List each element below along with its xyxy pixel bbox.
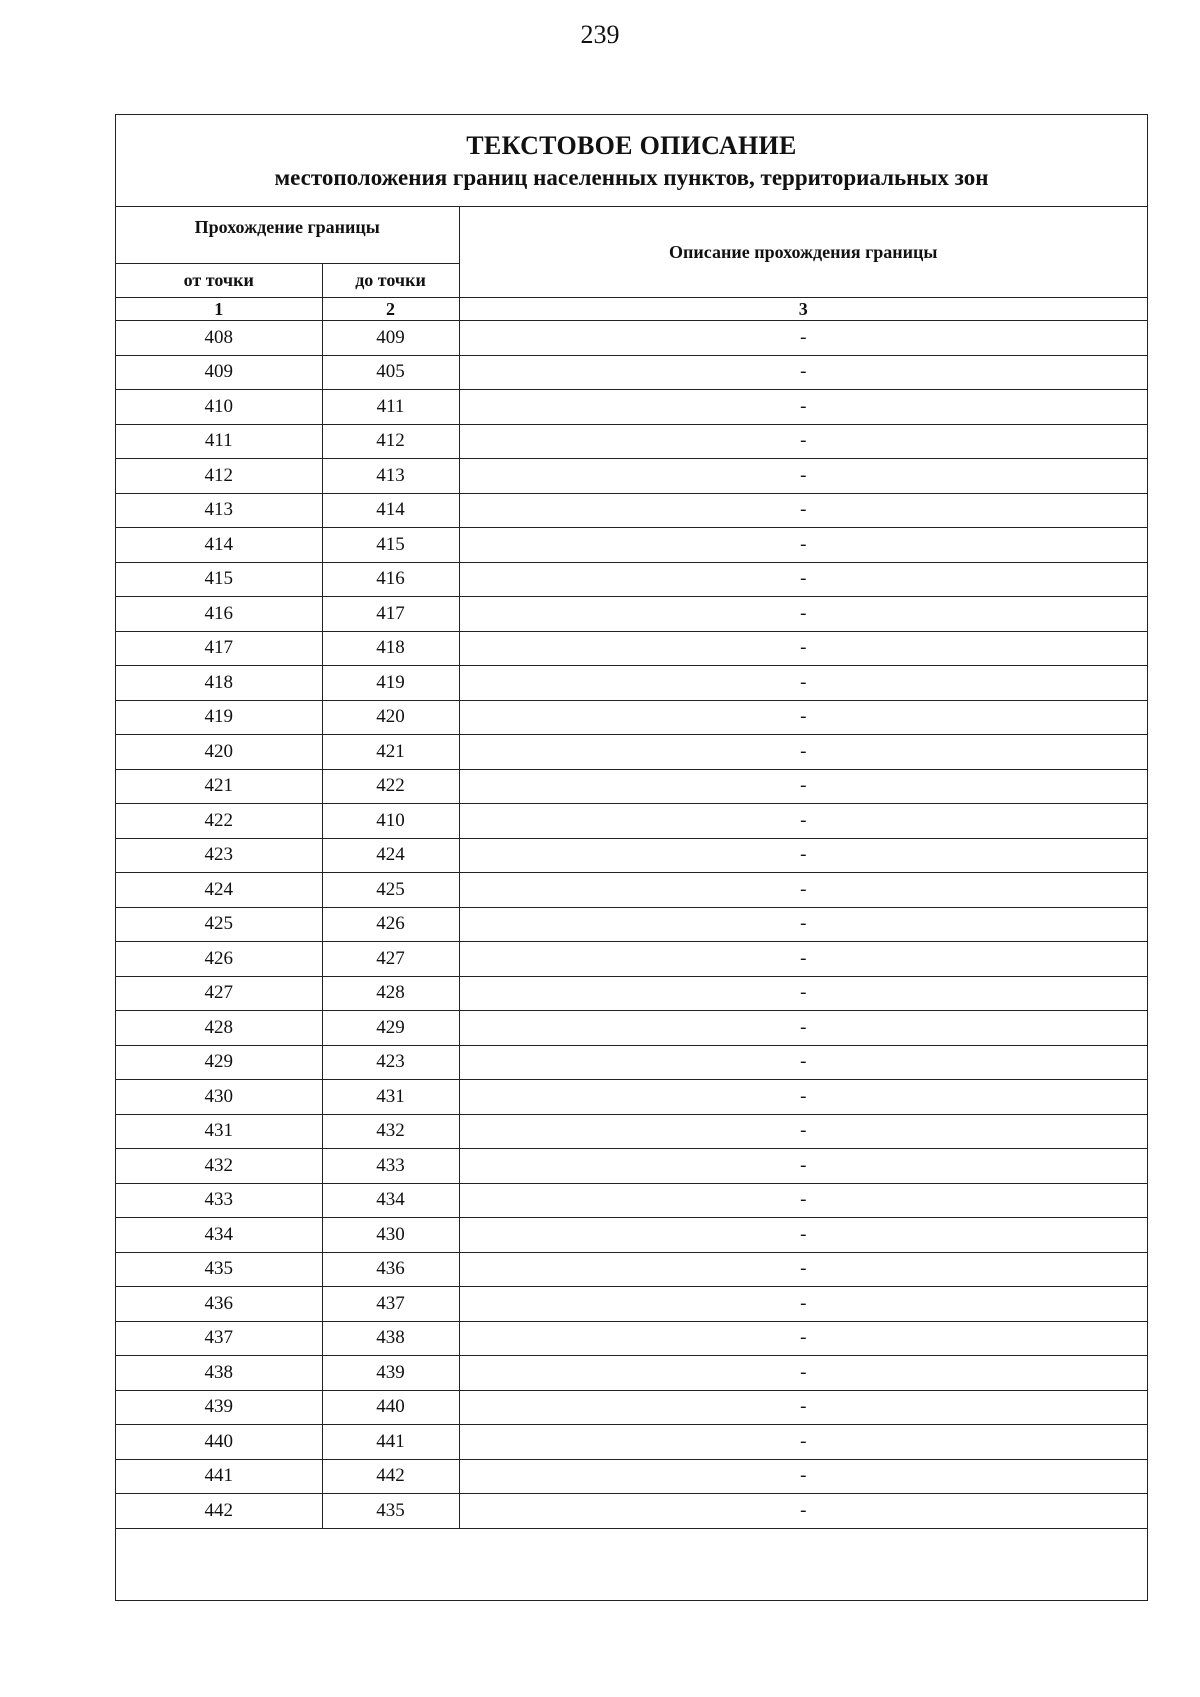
cell-from-point: 439: [116, 1390, 322, 1425]
table-row: [116, 1356, 1147, 1391]
table-row: [116, 907, 1147, 942]
cell-from-point: 431: [116, 1114, 322, 1149]
document-title: ТЕКСТОВОЕ ОПИСАНИЕ: [466, 131, 797, 160]
table-row: [116, 355, 1147, 390]
header-to-point: до точки: [322, 264, 459, 298]
cell-description: -: [459, 735, 1147, 770]
cell-description: -: [459, 390, 1147, 425]
cell-description: -: [459, 838, 1147, 873]
cell-description: -: [459, 976, 1147, 1011]
cell-from-point: 417: [116, 631, 322, 666]
cell-description: -: [459, 1011, 1147, 1046]
cell-to-point: 410: [322, 804, 459, 839]
table-row: [116, 597, 1147, 632]
table-row: [116, 804, 1147, 839]
cell-to-point: 419: [322, 666, 459, 701]
cell-from-point: 424: [116, 873, 322, 908]
cell-description: -: [459, 1459, 1147, 1494]
cell-from-point: 421: [116, 769, 322, 804]
cell-from-point: 411: [116, 424, 322, 459]
document-subtitle: местоположения границ населенных пунктов, территориальных зон: [274, 165, 989, 190]
cell-description: -: [459, 1045, 1147, 1080]
table-row: [116, 942, 1147, 977]
cell-description: -: [459, 942, 1147, 977]
cell-from-point: 425: [116, 907, 322, 942]
cell-description: -: [459, 1080, 1147, 1115]
cell-description: -: [459, 1494, 1147, 1529]
cell-description: -: [459, 459, 1147, 494]
table-row: [116, 1252, 1147, 1287]
cell-from-point: 435: [116, 1252, 322, 1287]
cell-description: -: [459, 1287, 1147, 1322]
table-row: [116, 700, 1147, 735]
cell-to-point: 418: [322, 631, 459, 666]
cell-description: -: [459, 562, 1147, 597]
cell-to-point: 417: [322, 597, 459, 632]
table-row: [116, 976, 1147, 1011]
cell-to-point: 433: [322, 1149, 459, 1184]
cell-from-point: 410: [116, 390, 322, 425]
cell-description: -: [459, 597, 1147, 632]
cell-to-point: 411: [322, 390, 459, 425]
cell-from-point: 433: [116, 1183, 322, 1218]
cell-from-point: 418: [116, 666, 322, 701]
cell-description: -: [459, 424, 1147, 459]
document-frame: [115, 114, 1148, 1601]
cell-to-point: 435: [322, 1494, 459, 1529]
table-row: [116, 1425, 1147, 1460]
table-row: [116, 390, 1147, 425]
header-description: Описание прохождения границы: [459, 207, 1147, 298]
cell-description: -: [459, 700, 1147, 735]
cell-from-point: 426: [116, 942, 322, 977]
table-row: [116, 459, 1147, 494]
table-row: [116, 838, 1147, 873]
cell-from-point: 437: [116, 1321, 322, 1356]
cell-to-point: 426: [322, 907, 459, 942]
cell-from-point: 414: [116, 528, 322, 563]
cell-description: -: [459, 804, 1147, 839]
cell-to-point: 431: [322, 1080, 459, 1115]
cell-to-point: 440: [322, 1390, 459, 1425]
cell-to-point: 422: [322, 769, 459, 804]
cell-to-point: 429: [322, 1011, 459, 1046]
table-row: [116, 735, 1147, 770]
table-row: [116, 562, 1147, 597]
cell-to-point: 432: [322, 1114, 459, 1149]
table-row: [116, 1045, 1147, 1080]
table-row: [116, 321, 1147, 356]
cell-to-point: 430: [322, 1218, 459, 1253]
cell-description: -: [459, 1390, 1147, 1425]
header-from-point: от точки: [116, 264, 322, 298]
column-number: 2: [322, 298, 459, 321]
cell-from-point: 429: [116, 1045, 322, 1080]
cell-to-point: 415: [322, 528, 459, 563]
table-row: [116, 769, 1147, 804]
cell-to-point: 439: [322, 1356, 459, 1391]
cell-to-point: 425: [322, 873, 459, 908]
cell-from-point: 432: [116, 1149, 322, 1184]
cell-to-point: 420: [322, 700, 459, 735]
cell-description: -: [459, 1183, 1147, 1218]
cell-from-point: 413: [116, 493, 322, 528]
cell-from-point: 428: [116, 1011, 322, 1046]
cell-from-point: 427: [116, 976, 322, 1011]
cell-from-point: 441: [116, 1459, 322, 1494]
table-row: [116, 1494, 1147, 1529]
table-row: [116, 1149, 1147, 1184]
cell-to-point: 437: [322, 1287, 459, 1322]
cell-from-point: 422: [116, 804, 322, 839]
page-number: 239: [580, 20, 620, 49]
cell-from-point: 438: [116, 1356, 322, 1391]
cell-to-point: 414: [322, 493, 459, 528]
cell-description: -: [459, 1356, 1147, 1391]
table-row: [116, 1459, 1147, 1494]
cell-description: -: [459, 1114, 1147, 1149]
cell-to-point: 428: [322, 976, 459, 1011]
cell-from-point: 423: [116, 838, 322, 873]
cell-from-point: 434: [116, 1218, 322, 1253]
cell-to-point: 434: [322, 1183, 459, 1218]
cell-to-point: 409: [322, 321, 459, 356]
cell-to-point: 438: [322, 1321, 459, 1356]
cell-description: -: [459, 907, 1147, 942]
cell-from-point: 408: [116, 321, 322, 356]
cell-description: -: [459, 493, 1147, 528]
table-row: [116, 631, 1147, 666]
table-row: [116, 1390, 1147, 1425]
cell-to-point: 442: [322, 1459, 459, 1494]
cell-description: -: [459, 1425, 1147, 1460]
cell-from-point: 436: [116, 1287, 322, 1322]
table-row: [116, 1287, 1147, 1322]
cell-from-point: 440: [116, 1425, 322, 1460]
table-row: [116, 1080, 1147, 1115]
cell-from-point: 419: [116, 700, 322, 735]
cell-description: -: [459, 1321, 1147, 1356]
cell-from-point: 442: [116, 1494, 322, 1529]
cell-from-point: 420: [116, 735, 322, 770]
cell-from-point: 412: [116, 459, 322, 494]
cell-to-point: 427: [322, 942, 459, 977]
column-number: 3: [459, 298, 1147, 321]
table-row: [116, 528, 1147, 563]
table-row: [116, 1321, 1147, 1356]
cell-to-point: 413: [322, 459, 459, 494]
cell-to-point: 423: [322, 1045, 459, 1080]
cell-from-point: 430: [116, 1080, 322, 1115]
header-boundary-passage: Прохождение границы: [116, 207, 459, 264]
cell-from-point: 416: [116, 597, 322, 632]
cell-to-point: 436: [322, 1252, 459, 1287]
cell-to-point: 405: [322, 355, 459, 390]
table-row: [116, 873, 1147, 908]
table-row: [116, 424, 1147, 459]
cell-description: -: [459, 631, 1147, 666]
table-row: [116, 493, 1147, 528]
table-row: [116, 666, 1147, 701]
cell-to-point: 421: [322, 735, 459, 770]
cell-description: -: [459, 1252, 1147, 1287]
cell-to-point: 416: [322, 562, 459, 597]
table-row: [116, 1114, 1147, 1149]
table-row: [116, 1011, 1147, 1046]
cell-to-point: 412: [322, 424, 459, 459]
cell-description: -: [459, 321, 1147, 356]
cell-description: -: [459, 1218, 1147, 1253]
cell-description: -: [459, 528, 1147, 563]
table-row: [116, 1183, 1147, 1218]
cell-description: -: [459, 769, 1147, 804]
table-body: [116, 321, 1147, 1529]
title-block: [116, 115, 1147, 207]
column-number: 1: [116, 298, 322, 321]
cell-description: -: [459, 355, 1147, 390]
table-row: [116, 1218, 1147, 1253]
cell-to-point: 424: [322, 838, 459, 873]
cell-to-point: 441: [322, 1425, 459, 1460]
cell-description: -: [459, 873, 1147, 908]
boundary-table: [116, 207, 1147, 1529]
cell-description: -: [459, 666, 1147, 701]
cell-from-point: 409: [116, 355, 322, 390]
cell-description: -: [459, 1149, 1147, 1184]
cell-from-point: 415: [116, 562, 322, 597]
